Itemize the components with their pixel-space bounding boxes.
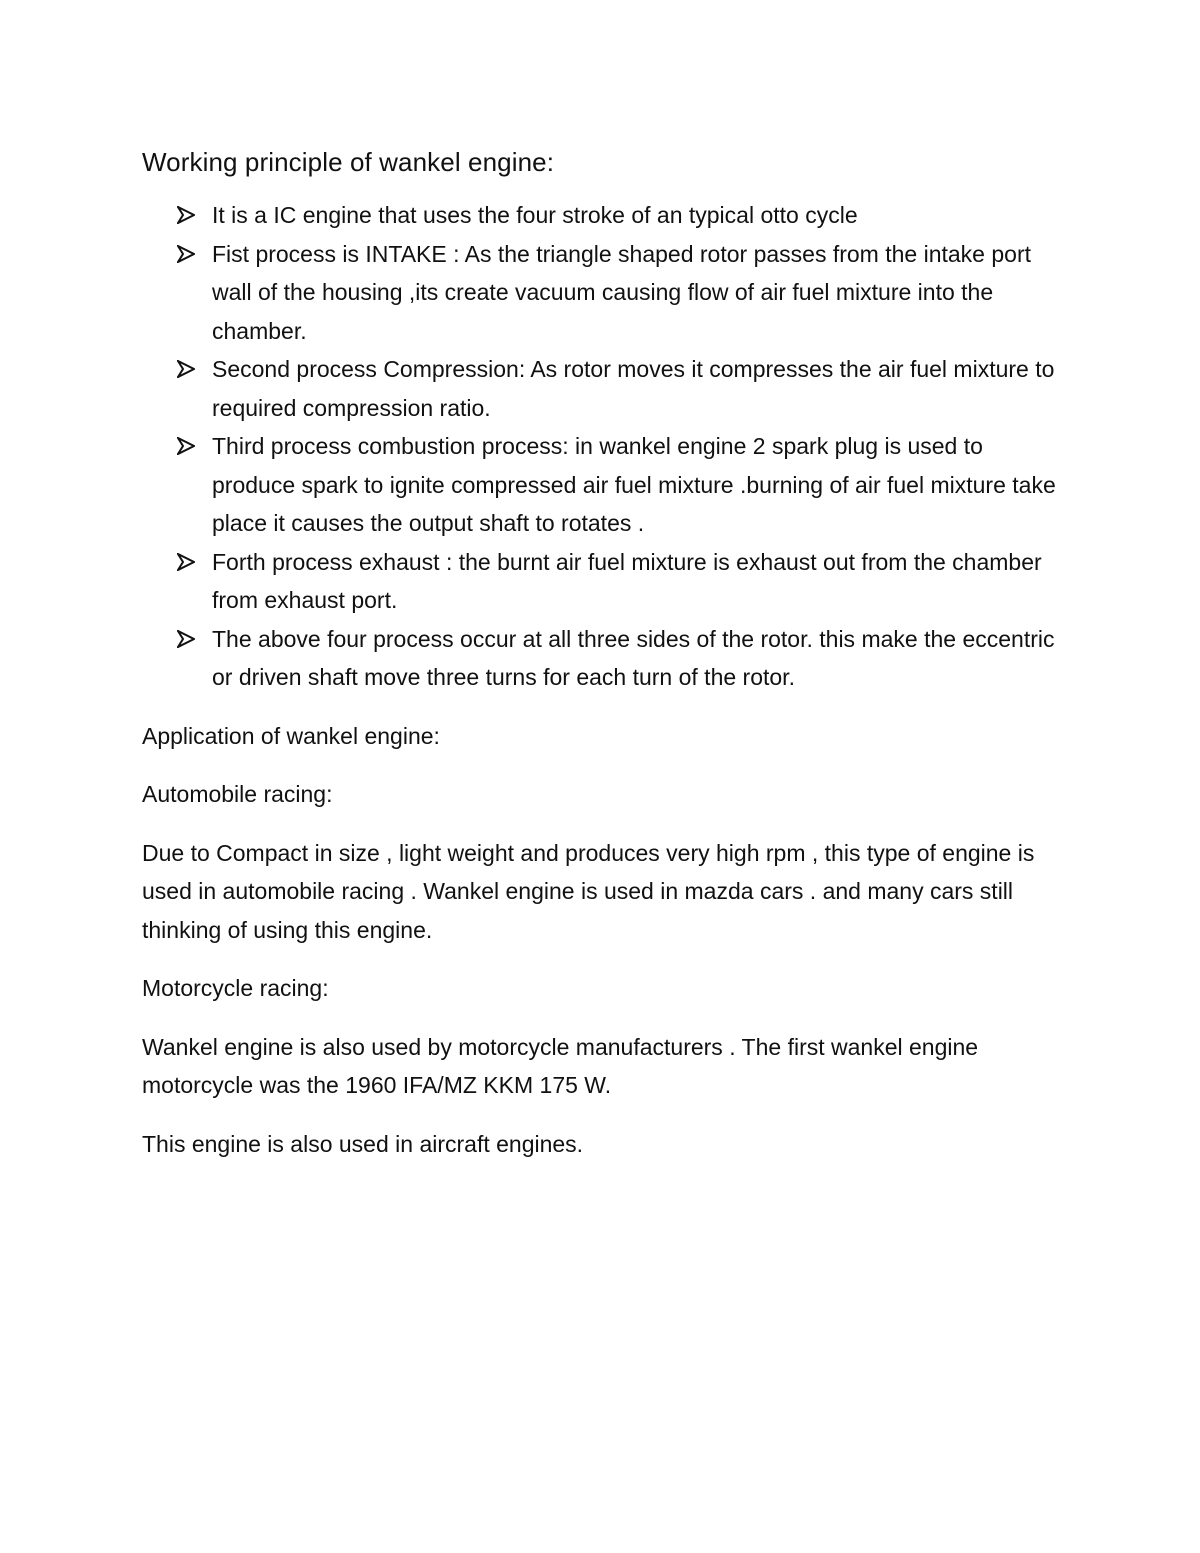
bullet-text: Forth process exhaust : the burnt air fuel mixture is exhaust out from the chamber from exhaust port. xyxy=(212,548,1042,613)
bullet-item-5 xyxy=(142,543,1072,620)
arrowhead-bullet-icon xyxy=(177,206,195,224)
bullet-item-3 xyxy=(142,350,1072,427)
bullet-text: It is a IC engine that uses the four stroke of an typical otto cycle xyxy=(212,202,858,228)
bullet-text: Second process Compression: As rotor moves it compresses the air fuel mixture to required compression ratio. xyxy=(212,356,1055,421)
arrowhead-bullet-icon xyxy=(177,553,195,571)
automobile-racing-paragraph: Due to Compact in size , light weight and produces very high rpm , this type of engine is used in automobile racing . Wankel engine is used in mazda cars . and many cars still thinking of using this engine. xyxy=(142,839,1035,943)
bullet-text: Fist process is INTAKE : As the triangle shaped rotor passes from the intake port wall of the housing ,its create vacuum causing flow of air fuel mixture into the chamber. xyxy=(212,240,1031,344)
arrowhead-bullet-icon xyxy=(177,630,195,648)
bullet-item-6 xyxy=(142,620,1072,697)
bullet-item-1 xyxy=(142,196,1072,235)
bullet-item-4 xyxy=(142,427,1072,543)
automobile-racing-heading: Automobile racing: xyxy=(142,781,333,807)
document-title: Working principle of wankel engine: xyxy=(142,147,555,177)
document-body xyxy=(142,140,1072,1163)
arrowhead-bullet-icon xyxy=(177,437,195,455)
principle-bullet-list xyxy=(142,196,1072,697)
arrowhead-bullet-icon xyxy=(177,245,195,263)
bullet-text: Third process combustion process: in wankel engine 2 spark plug is used to produce spark to ignite compressed air fuel mixture .burning of air fuel mixture take place it causes the output shaft to rotates . xyxy=(212,433,1056,536)
motorcycle-racing-heading: Motorcycle racing: xyxy=(142,975,329,1001)
bullet-text: The above four process occur at all three sides of the rotor. this make the eccentric or driven shaft move three turns for each turn of the rotor. xyxy=(212,625,1055,690)
motorcycle-racing-paragraph: Wankel engine is also used by motorcycle manufacturers . The first wankel engine motorcycle was the 1960 IFA/MZ KKM 175 W. xyxy=(142,1033,979,1098)
application-heading: Application of wankel engine: xyxy=(142,722,440,749)
aircraft-paragraph: This engine is also used in aircraft engines. xyxy=(142,1130,584,1157)
bullet-item-2 xyxy=(142,235,1072,351)
arrowhead-bullet-icon xyxy=(177,360,195,378)
